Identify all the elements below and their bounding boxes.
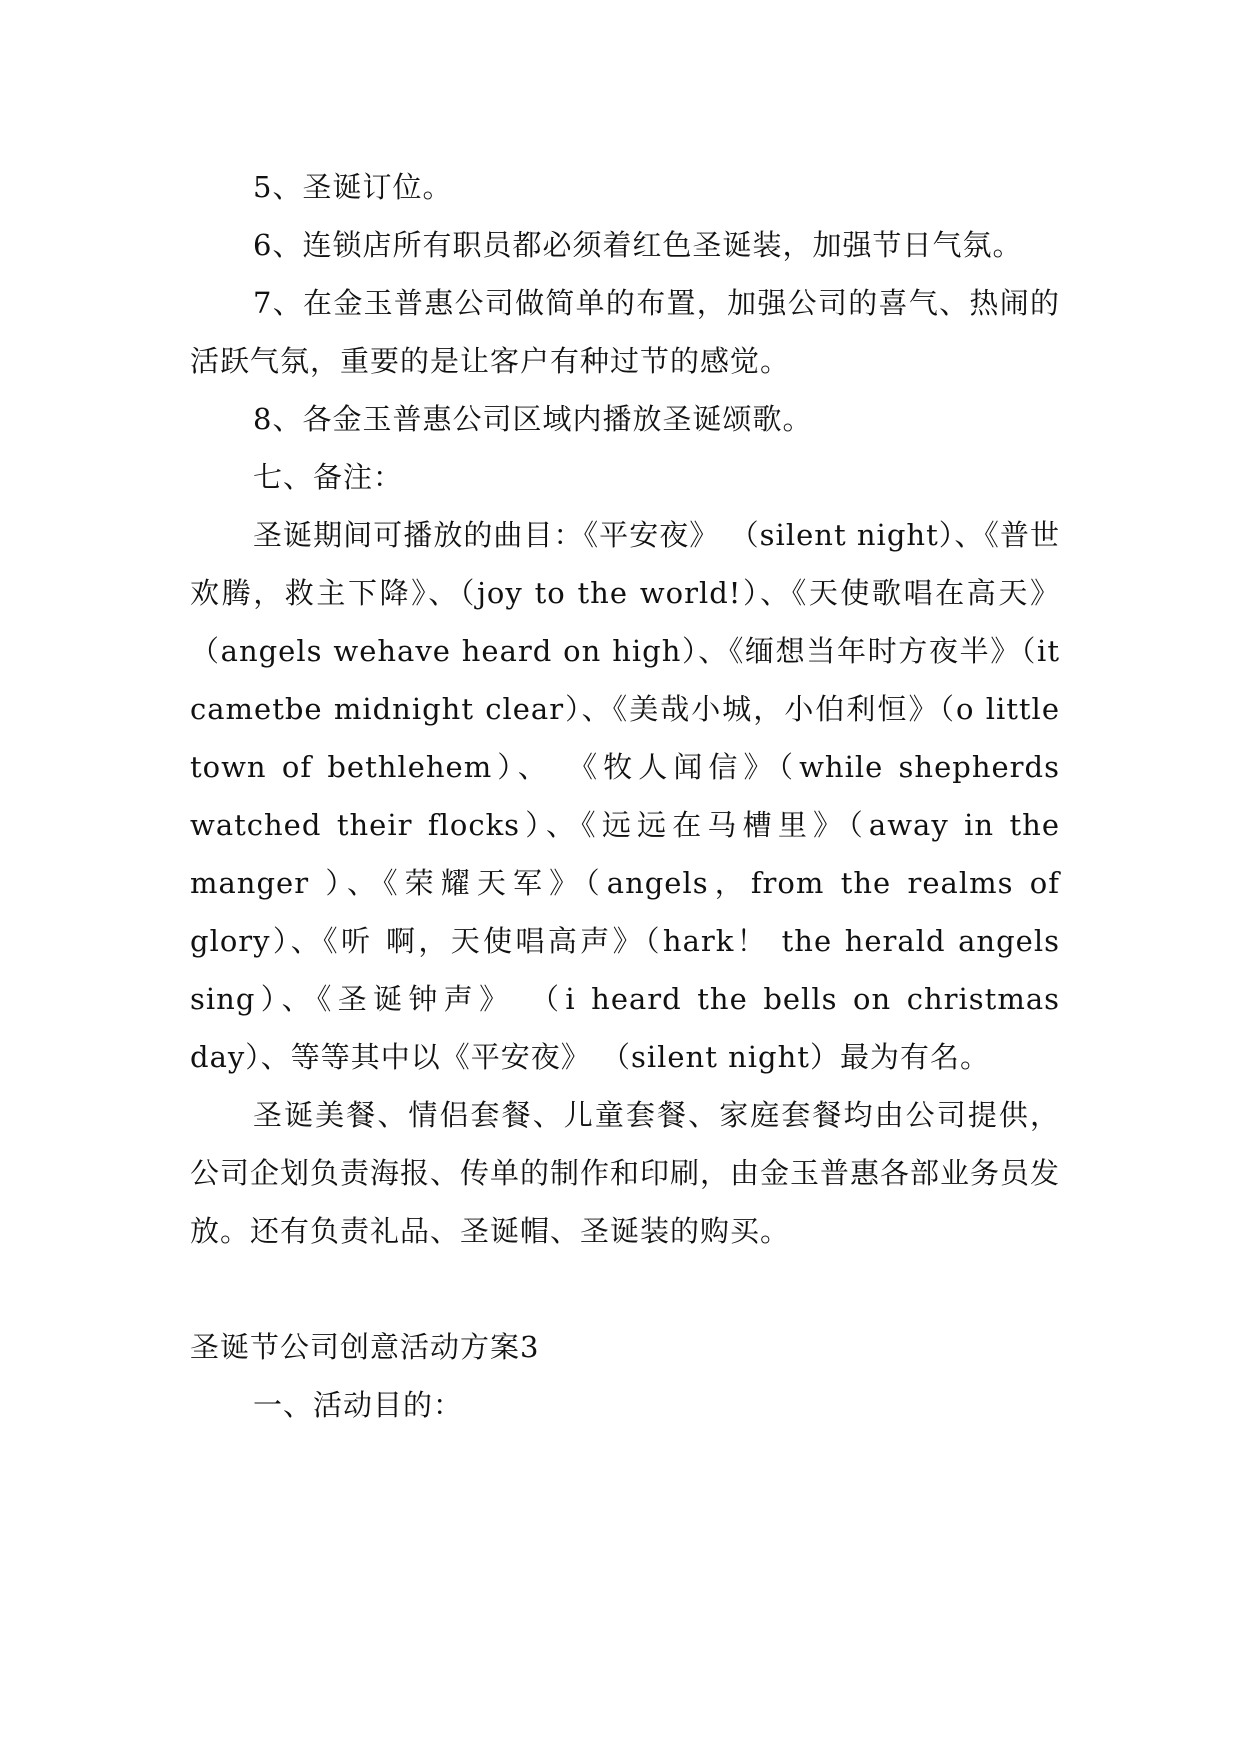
notes-heading: 七、备注：	[253, 460, 404, 494]
document-page	[190, 158, 1060, 1434]
paragraph-item-7: 7、在金玉普惠公司做简单的布置，加强公司的喜气、热闹的活跃气氛，重要的是让客户有种过节的感觉。	[190, 286, 1060, 378]
meal-paragraph: 圣诞美餐、情侣套餐、儿童套餐、家庭套餐均由公司提供，公司企划负责海报、传单的制作和印刷，由金玉普惠各部业务员发放。还有负责礼品、圣诞帽、圣诞装的购买。	[190, 1098, 1061, 1248]
paragraph-item-6: 6、连锁店所有职员都必须着红色圣诞装，加强节日气氛。	[253, 228, 1023, 262]
paragraph-item-8: 8、各金玉普惠公司区域内播放圣诞颂歌。	[253, 402, 813, 436]
paragraph-item-5: 5、圣诞订位。	[253, 170, 453, 204]
section-title: 圣诞节公司创意活动方案3	[190, 1330, 540, 1364]
section-first-item: 一、活动目的：	[253, 1388, 464, 1422]
song-list-paragraph: 圣诞期间可播放的曲目：《平安夜》 （silent night）、《普世欢腾，救主下降》、（joy to the world!）、《天使歌唱在高天》（angels wehave heard on high）、《缅想当年时方夜半》（it cametbe midnight clear）、《美哉小城，小伯利恒》（o little town of bethlehem）、 《牧人闻信》（while shepherds watched their flocks）、《远远在马槽里》（away in the manger ）、《荣耀天军》（angels，from the realms of glory）、《听 啊，天使唱高声》（hark！ the herald angels sing）、《圣诞钟声》 （i heard the bells on christmas day）、等等其中以《平安夜》 （silent night）最为有名。	[190, 518, 1060, 1074]
